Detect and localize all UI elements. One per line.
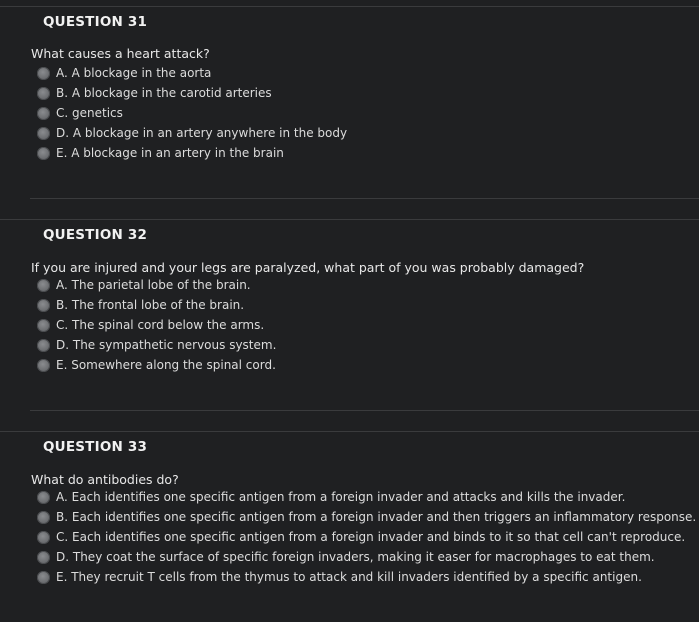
question-heading: QUESTION 32 [43,227,148,243]
answer-option-d[interactable] [37,548,655,566]
question-prompt: What do antibodies do? [31,472,179,487]
option-label: A. The parietal lobe of the brain. [56,278,251,292]
answer-option-d[interactable] [37,124,347,142]
divider [30,410,699,411]
answer-option-b[interactable] [37,508,696,526]
answer-option-a[interactable] [37,488,625,506]
radio-button[interactable] [37,359,50,372]
option-label: C. genetics [56,106,123,120]
radio-button[interactable] [37,67,50,80]
question-heading: QUESTION 33 [43,439,148,455]
answer-option-b[interactable] [37,296,244,314]
radio-button[interactable] [37,491,50,504]
option-label: B. The frontal lobe of the brain. [56,298,245,312]
option-label: C. The spinal cord below the arms. [56,318,265,332]
radio-button[interactable] [37,87,50,100]
divider [0,6,699,7]
option-label: A. Each identifies one specific antigen from a foreign invader and attacks and kills the invader. [56,490,626,504]
radio-button[interactable] [37,107,50,120]
radio-button[interactable] [37,531,50,544]
option-label: E. A blockage in an artery in the brain [56,146,284,160]
answer-option-e[interactable] [37,144,284,162]
question-prompt: If you are injured and your legs are paralyzed, what part of you was probably damaged? [31,260,585,275]
option-label: C. Each identifies one specific antigen from a foreign invader and binds to it so that cell can't reproduce. [56,530,686,544]
option-label: D. The sympathetic nervous system. [56,338,277,352]
answer-option-a[interactable] [37,64,211,82]
divider [0,219,699,220]
radio-button[interactable] [37,279,50,292]
option-label: E. Somewhere along the spinal cord. [56,358,276,372]
answer-option-c[interactable] [37,528,685,546]
radio-button[interactable] [37,339,50,352]
option-label: D. A blockage in an artery anywhere in the body [56,126,348,140]
answer-option-c[interactable] [37,316,264,334]
answer-option-a[interactable] [37,276,251,294]
option-label: B. Each identifies one specific antigen from a foreign invader and then triggers an inflammatory response. [56,510,697,524]
radio-button[interactable] [37,147,50,160]
radio-button[interactable] [37,551,50,564]
answer-option-c[interactable] [37,104,123,122]
answer-option-e[interactable] [37,356,276,374]
option-label: D. They coat the surface of specific foreign invaders, making it easer for macrophages to eat them. [56,550,655,564]
divider [30,198,699,199]
question-prompt: What causes a heart attack? [31,46,210,61]
option-label: B. A blockage in the carotid arteries [56,86,272,100]
answer-option-e[interactable] [37,568,642,586]
answer-option-d[interactable] [37,336,276,354]
option-label: A. A blockage in the aorta [56,66,212,80]
answer-option-b[interactable] [37,84,272,102]
radio-button[interactable] [37,319,50,332]
radio-button[interactable] [37,511,50,524]
radio-button[interactable] [37,571,50,584]
option-label: E. They recruit T cells from the thymus to attack and kill invaders identified by a specific antigen. [56,570,642,584]
radio-button[interactable] [37,299,50,312]
divider [0,431,699,432]
radio-button[interactable] [37,127,50,140]
question-heading: QUESTION 31 [43,14,148,30]
